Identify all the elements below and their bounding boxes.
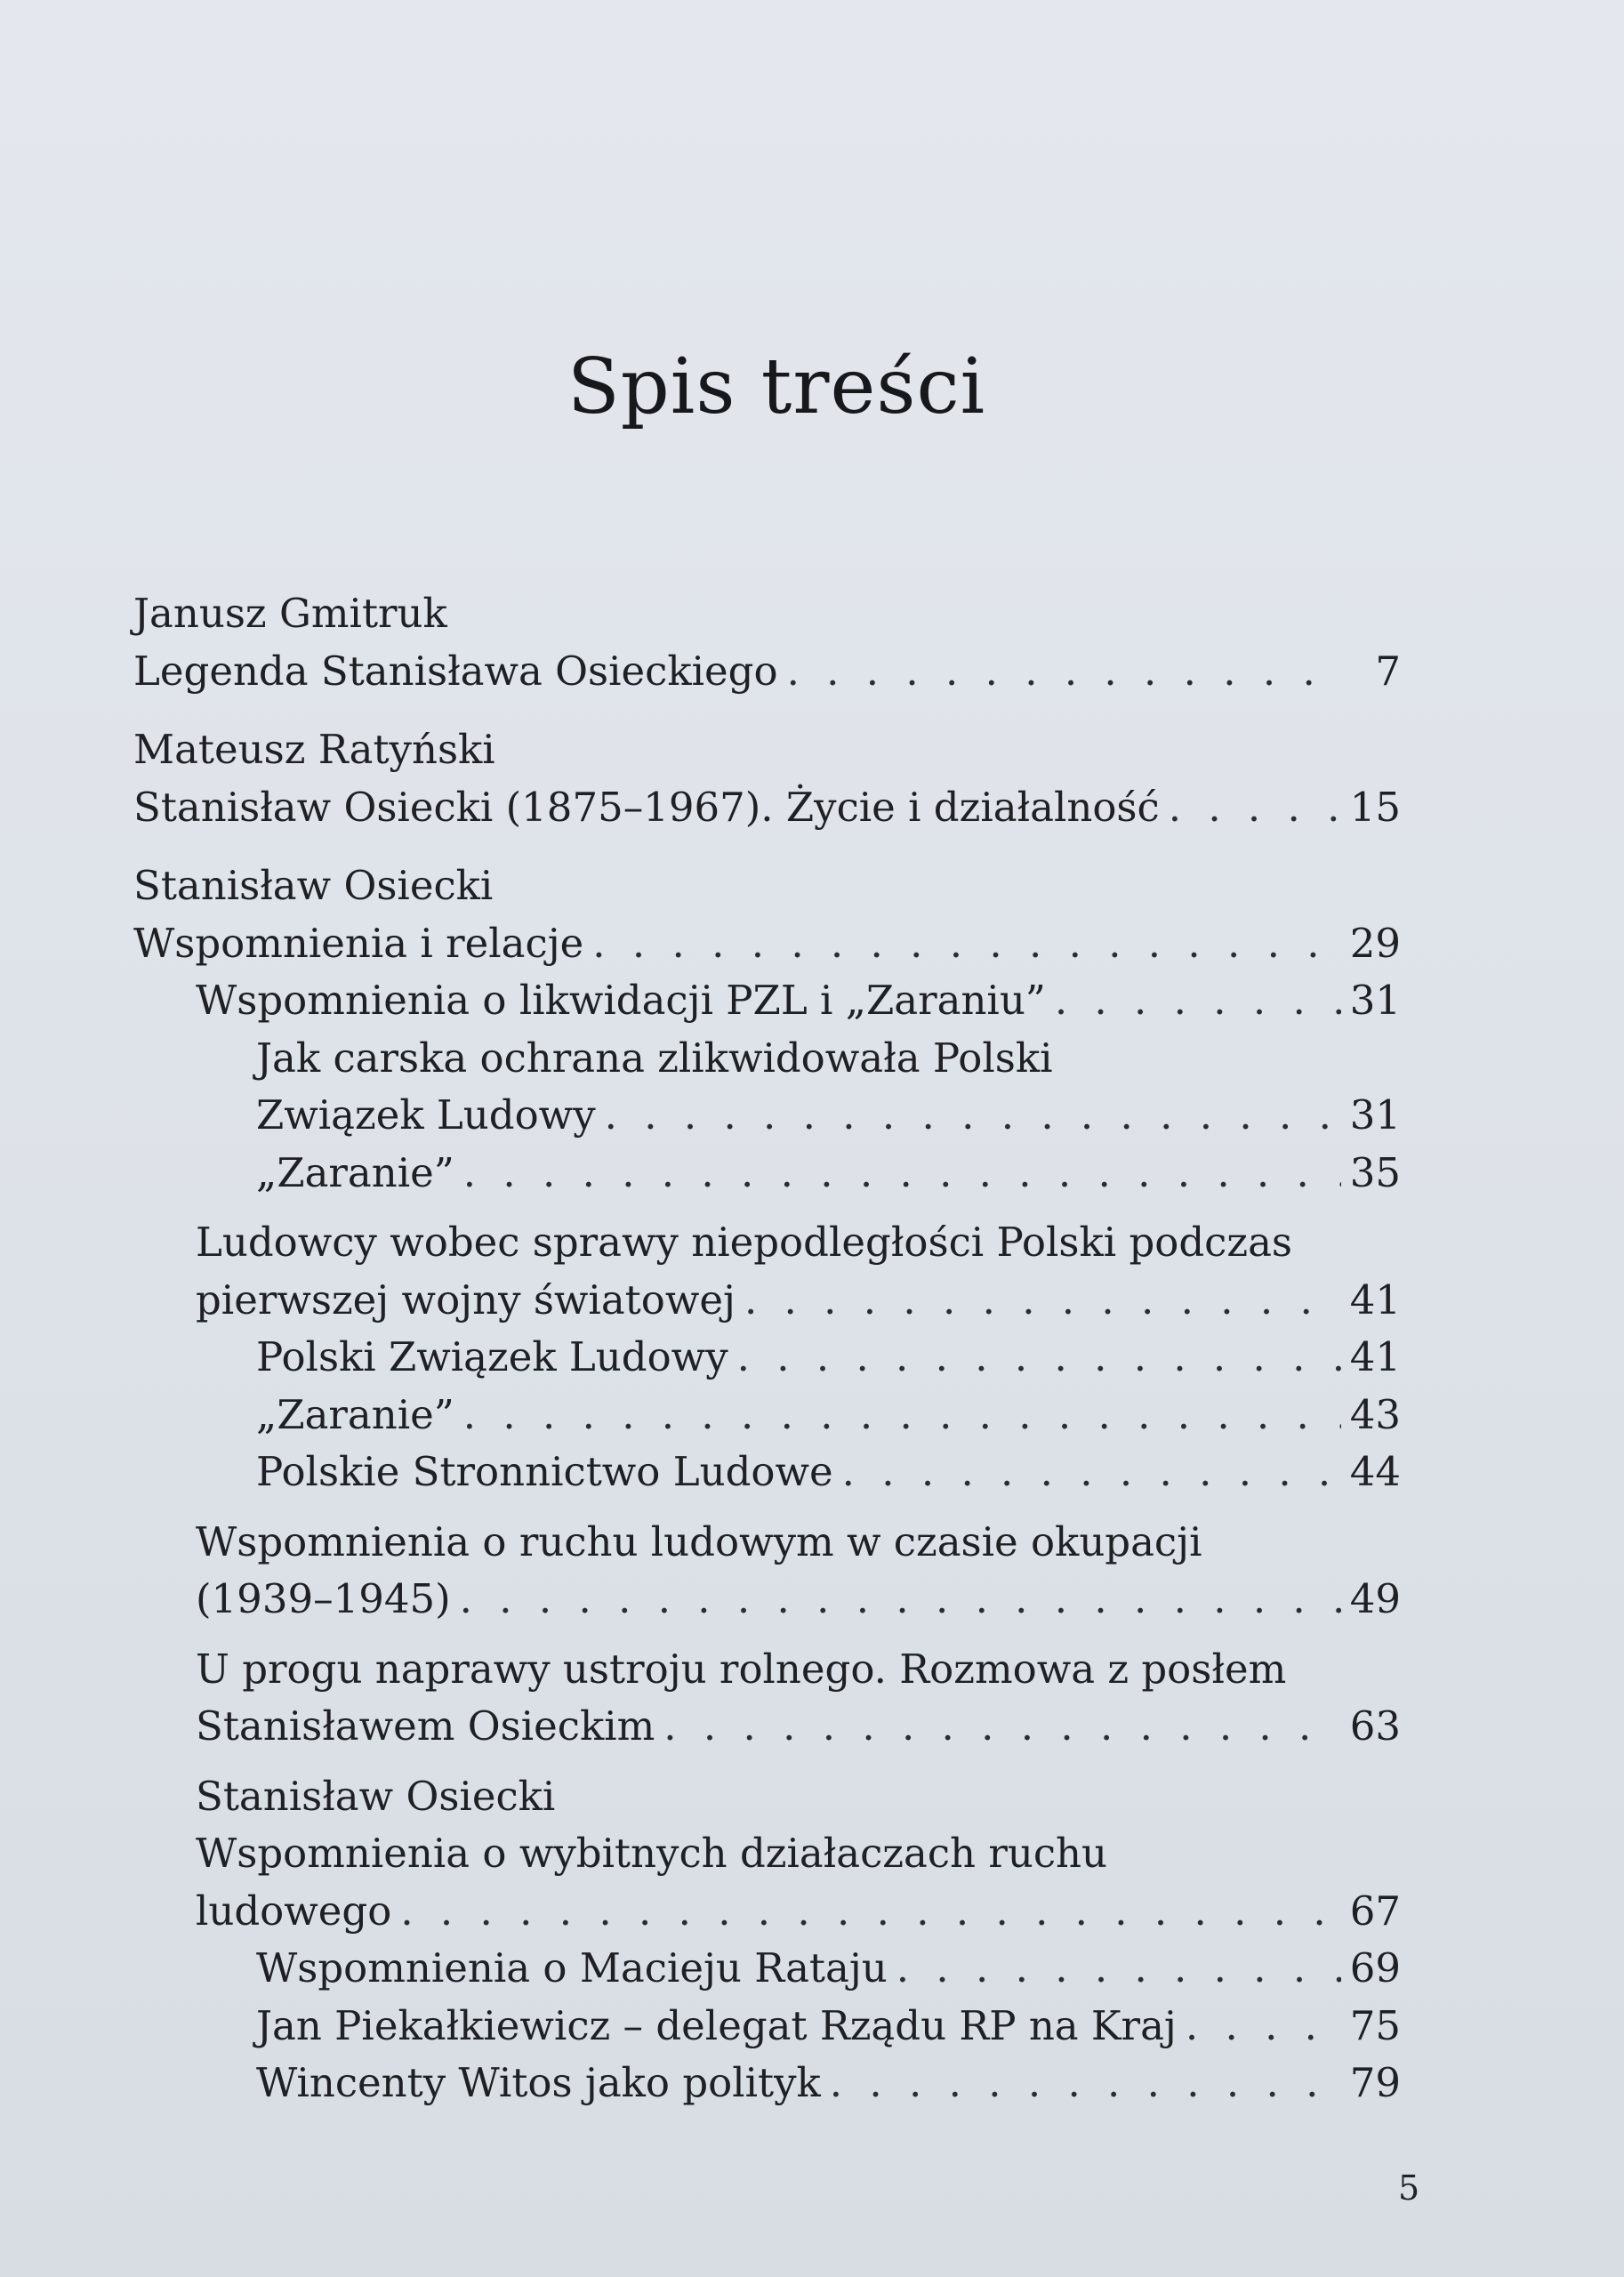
toc-page-number: 31 [1349, 1091, 1401, 1138]
toc-subentry [133, 1514, 1401, 1572]
toc-entry-text: Związek Ludowy [256, 1091, 596, 1138]
dot-leader [663, 1698, 1340, 1756]
toc-entry-author [133, 585, 1401, 643]
toc-entry-text: Stanisław Osiecki (1875–1967). Życie i działalność [133, 783, 1160, 831]
dot-leader [787, 643, 1346, 701]
dot-leader [463, 1145, 1341, 1203]
toc-page-number: 35 [1349, 1148, 1401, 1196]
dot-leader [842, 1444, 1341, 1501]
page-number: 5 [1398, 2168, 1420, 2208]
toc-page-number: 41 [1349, 1333, 1401, 1380]
toc-subentry [133, 1272, 1401, 1330]
toc-entry-author [133, 721, 1401, 779]
toc-entry-text: Wspomnienia o wybitnych działaczach ruchu [196, 1830, 1107, 1877]
toc-entry-text: „Zaranie” [256, 1148, 454, 1196]
toc-subentry [133, 1571, 1401, 1629]
toc-entry-text: Polskie Stronnictwo Ludowe [256, 1448, 833, 1495]
dot-leader [830, 2055, 1341, 2112]
toc-entry-text: Wincenty Witos jako polityk [256, 2059, 821, 2106]
dot-leader [1186, 1998, 1341, 2056]
page-title: Spis treści [567, 342, 986, 431]
table-of-contents [133, 585, 1401, 2112]
toc-page-number: 75 [1349, 2001, 1401, 2049]
dot-leader [592, 915, 1340, 973]
toc-entry-text: Stanisławem Osieckim [196, 1702, 655, 1750]
toc-entry-text: Mateusz Ratyński [133, 726, 495, 773]
dot-leader [400, 1883, 1340, 1941]
toc-entry-author [133, 1768, 1401, 1826]
toc-page-number: 7 [1375, 647, 1401, 695]
toc-entry-text: Legenda Stanisława Osieckiego [133, 647, 778, 695]
dot-leader [605, 1087, 1341, 1145]
toc-page-number: 44 [1349, 1448, 1401, 1495]
dot-leader [737, 1329, 1341, 1387]
toc-entry-text: Stanisław Osiecki [133, 862, 494, 909]
dot-leader [896, 1940, 1341, 1998]
toc-entry-text: (1939–1945) [196, 1575, 451, 1622]
toc-page-number: 69 [1349, 1944, 1401, 1991]
toc-entry-text: Jak carska ochrana zlikwidowała Polski [256, 1034, 1053, 1082]
toc-page-number: 41 [1349, 1275, 1401, 1324]
toc-page-number: 67 [1349, 1887, 1401, 1935]
toc-entry [133, 643, 1401, 701]
toc-entry-text: Wspomnienia o likwidacji PZL i „Zaraniu” [196, 977, 1046, 1024]
toc-page-number: 31 [1349, 977, 1401, 1024]
toc-subsubentry [133, 1444, 1401, 1501]
toc-entry-text: Wspomnienia o Macieju Rataju [256, 1944, 888, 1991]
toc-subsubentry [133, 1145, 1401, 1203]
toc-entry-text: Wspomnienia i relacje [133, 919, 584, 967]
toc-entry-text: Ludowcy wobec sprawy niepodległości Polski podczas [196, 1219, 1292, 1266]
dot-leader [1055, 972, 1341, 1030]
toc-entry [133, 779, 1401, 837]
toc-subentry [133, 1825, 1401, 1883]
toc-entry-text: Wspomnienia o ruchu ludowym w czasie okupacji [196, 1517, 1202, 1565]
toc-page-number: 43 [1349, 1390, 1401, 1438]
dot-leader [744, 1272, 1341, 1330]
toc-entry-text: „Zaranie” [256, 1390, 454, 1438]
toc-page-number: 15 [1349, 783, 1401, 831]
toc-entry-text: Polski Związek Ludowy [256, 1333, 728, 1380]
toc-subentry [133, 1698, 1401, 1756]
toc-entry [133, 915, 1401, 973]
toc-subentry [133, 1883, 1401, 1941]
toc-subsubentry [133, 1329, 1401, 1387]
toc-page-number: 29 [1349, 919, 1401, 967]
toc-subsubentry [133, 1087, 1401, 1145]
toc-subsubentry [133, 1998, 1401, 2056]
toc-subsubentry [133, 1030, 1401, 1088]
toc-subsubentry [133, 1387, 1401, 1444]
toc-entry-author [133, 857, 1401, 915]
dot-leader [1169, 779, 1341, 837]
toc-subsubentry [133, 2055, 1401, 2112]
toc-subentry [133, 1214, 1401, 1272]
toc-subentry [133, 972, 1401, 1030]
toc-page-number: 79 [1349, 2059, 1401, 2106]
dot-leader [460, 1571, 1341, 1629]
toc-subsubentry [133, 1940, 1401, 1998]
dot-leader [463, 1387, 1341, 1444]
toc-entry-text: Jan Piekałkiewicz – delegat Rządu RP na Kraj [256, 2001, 1177, 2049]
toc-entry-text: U progu naprawy ustroju rolnego. Rozmowa z posłem [196, 1645, 1287, 1693]
toc-subentry [133, 1641, 1401, 1699]
toc-entry-text: Janusz Gmitruk [133, 590, 447, 637]
toc-entry-text: pierwszej wojny światowej [196, 1275, 736, 1324]
toc-page-number: 49 [1349, 1575, 1401, 1622]
toc-page-number: 63 [1349, 1702, 1401, 1750]
toc-entry-text: ludowego [196, 1887, 392, 1935]
toc-entry-text: Stanisław Osiecki [196, 1772, 556, 1820]
